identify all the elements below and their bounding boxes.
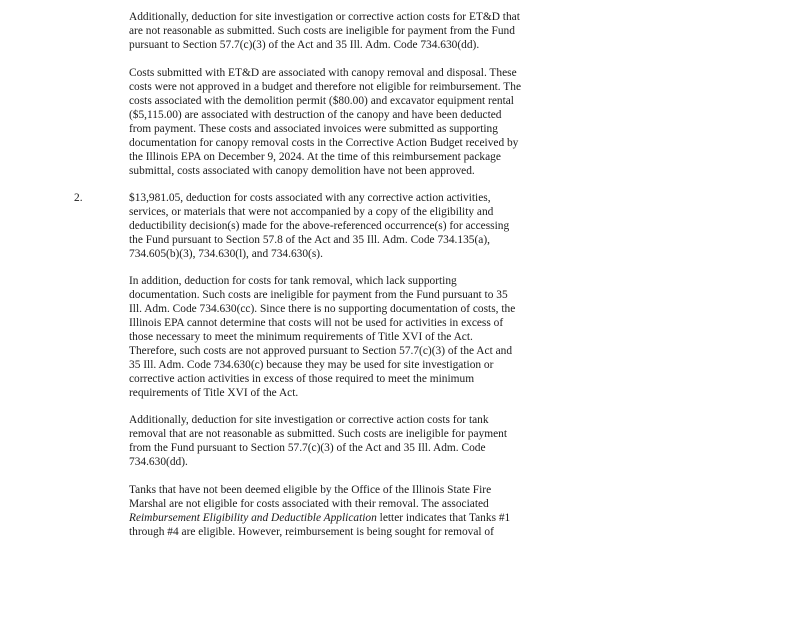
text-line: deductibility decision(s) made for the above-referenced occurrence(s) for accessing: [129, 220, 510, 232]
text-line: Additionally, deduction for site investigation or corrective action costs for ET&D that: [129, 11, 520, 23]
text-line: those necessary to meet the minimum requirements of Title XVI of the Act.: [129, 331, 473, 343]
text-line: requirements of Title XVI of the Act.: [129, 387, 299, 399]
paragraph-et-and-d-reasonableness: [129, 10, 543, 52]
text-line: from payment. These costs and associated invoices were submitted as supporting: [129, 123, 498, 135]
text-line: are not reasonable as submitted. Such costs are ineligible for payment from the Fund: [129, 25, 515, 37]
text-line: documentation for canopy removal costs in the Corrective Action Budget received by: [129, 137, 519, 149]
text-line: Tanks that have not been deemed eligible by the Office of the Illinois State Fire: [129, 484, 492, 496]
text-line: costs associated with the demolition permit ($80.00) and excavator equipment rental: [129, 95, 514, 107]
text-line: submittal, costs associated with canopy demolition have not been approved.: [129, 165, 475, 177]
text-line: Marshal are not eligible for costs associated with their removal. The associated: [129, 498, 489, 510]
paragraph-canopy-removal: [129, 66, 543, 178]
text-line: pursuant to Section 57.7(c)(3) of the Act and 35 Ill. Adm. Code 734.630(dd).: [129, 39, 480, 51]
paragraph-tank-eligibility-fire-marshal: [129, 483, 543, 539]
paragraph-eligibility-decision-deduction: [129, 191, 543, 261]
text-line: the Illinois EPA on December 9, 2024. At the time of this reimbursement package: [129, 151, 501, 163]
text-line-with-title: [129, 511, 543, 525]
text-line: Illinois EPA cannot determine that costs will not be used for activities in excess of: [129, 317, 504, 329]
text-line: $13,981.05, deduction for costs associated with any corrective action activities,: [129, 192, 491, 204]
application-title: Reimbursement Eligibility and Deductible Application: [129, 512, 377, 524]
paragraph-tank-removal-reasonableness: [129, 413, 543, 469]
text-line: through #4 are eligible. However, reimbursement is being sought for removal of: [129, 526, 494, 538]
text-line: services, or materials that were not accompanied by a copy of the eligibility and: [129, 206, 494, 218]
text-line: Costs submitted with ET&D are associated with canopy removal and disposal. These: [129, 67, 517, 79]
text-line: Additionally, deduction for site investigation or corrective action costs for tank: [129, 414, 489, 426]
text-line: 734.630(dd).: [129, 456, 188, 468]
text-line: the Fund pursuant to Section 57.8 of the Act and 35 Ill. Adm. Code 734.135(a),: [129, 234, 490, 246]
text-line: In addition, deduction for costs for tank removal, which lack supporting: [129, 275, 457, 287]
text-line: 35 Ill. Adm. Code 734.630(c) because they may be used for site investigation or: [129, 359, 494, 371]
text-line: removal that are not reasonable as submitted. Such costs are ineligible for payment: [129, 428, 507, 440]
list-item-number: 2.: [74, 192, 83, 204]
text-line: corrective action activities in excess of those required to meet the minimum: [129, 373, 475, 385]
text-line: from the Fund pursuant to Section 57.7(c)(3) of the Act and 35 Ill. Adm. Code: [129, 442, 486, 454]
paragraph-tank-removal-documentation: [129, 274, 543, 400]
text-line: ($5,115.00) are associated with destruction of the canopy and have been deducted: [129, 109, 502, 121]
text-line: Therefore, such costs are not approved pursuant to Section 57.7(c)(3) of the Act and: [129, 345, 513, 357]
text-line: documentation. Such costs are ineligible for payment from the Fund pursuant to 35: [129, 289, 508, 301]
text-line: 734.605(b)(3), 734.630(l), and 734.630(s).: [129, 248, 323, 260]
text-fragment: letter indicates that Tanks #1: [376, 512, 511, 524]
text-line: costs were not approved in a budget and therefore not eligible for reimbursement. The: [129, 81, 522, 93]
text-line: Ill. Adm. Code 734.630(cc). Since there is no supporting documentation of costs, the: [129, 303, 516, 315]
